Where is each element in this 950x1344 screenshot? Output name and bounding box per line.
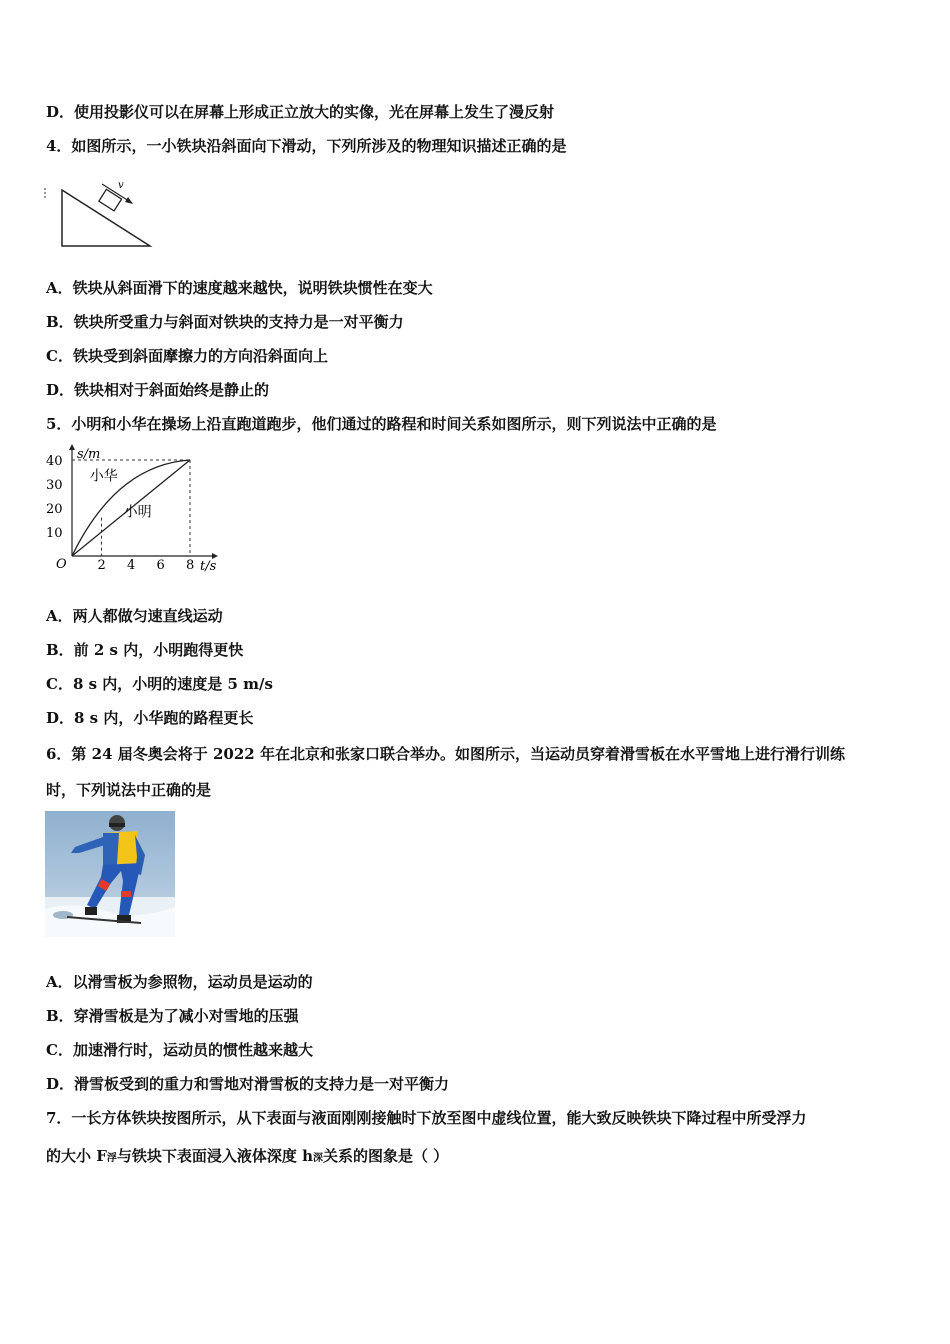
q4-option-b: B．铁块所受重力与斜面对铁块的支持力是一对平衡力 bbox=[46, 313, 404, 331]
q5-option-b: B．前 2 s 内，小明跑得更快 bbox=[46, 641, 244, 659]
q6-option-c: C．加速滑行时，运动员的惯性越来越大 bbox=[46, 1041, 313, 1059]
iron-block bbox=[99, 189, 122, 210]
origin-label: O bbox=[56, 557, 67, 572]
x-tick-label: 4 bbox=[127, 558, 136, 573]
q7-stem-line2: 的大小 F浮与铁块下表面浸入液体深度 h深关系的图象是（ ） bbox=[46, 1147, 449, 1165]
q4-option-c: C．铁块受到斜面摩擦力的方向沿斜面向上 bbox=[46, 347, 328, 365]
q4-stem: 4．如图所示，一小铁块沿斜面向下滑动，下列所涉及的物理知识描述正确的是 bbox=[46, 137, 567, 155]
y-tick-label: 30 bbox=[46, 478, 63, 493]
series-label-1: 小华 bbox=[89, 468, 118, 485]
q4-option-a: A．铁块从斜面滑下的速度越来越快，说明铁块惯性在变大 bbox=[46, 279, 433, 297]
q5-option-d: D．8 s 内，小华跑的路程更长 bbox=[46, 709, 254, 727]
velocity-label: v bbox=[118, 180, 124, 191]
skier-photo bbox=[45, 811, 175, 937]
q4-option-d: D．铁块相对于斜面始终是静止的 bbox=[46, 381, 270, 399]
y-tick-label: 20 bbox=[46, 502, 63, 517]
q7-stem-line1: 7．一长方体铁块按图所示，从下表面与液面刚刚接触时下放至图中虚线位置，能大致反映铁块下降过程中所受浮力 bbox=[46, 1109, 807, 1127]
q5-option-c: C．8 s 内，小明的速度是 5 m/s bbox=[46, 675, 273, 693]
depth-subscript: 深 bbox=[313, 1153, 324, 1164]
y-axis-arrow bbox=[69, 444, 75, 450]
y-tick-label: 10 bbox=[46, 526, 63, 541]
q6-option-a: A．以滑雪板为参照物，运动员是运动的 bbox=[46, 973, 313, 991]
q5-option-a: A．两人都做匀速直线运动 bbox=[46, 607, 223, 625]
x-axis-label: t/s bbox=[200, 559, 217, 574]
x-tick-label: 6 bbox=[156, 558, 165, 573]
series-label-2: 小明 bbox=[123, 504, 152, 521]
x-tick-label: 2 bbox=[97, 558, 106, 573]
y-axis-label: s/m bbox=[77, 447, 101, 462]
buoyancy-subscript: 浮 bbox=[106, 1153, 117, 1164]
q6-option-d: D．滑雪板受到的重力和雪地对滑雪板的支持力是一对平衡力 bbox=[46, 1075, 450, 1093]
q6-stem-line2: 时，下列说法中正确的是 bbox=[46, 781, 212, 799]
q6-stem-line1: 6．第 24 届冬奥会将于 2022 年在北京和张家口联合举办。如图所示，当运动员穿着滑雪板在水平雪地上进行滑行训练 bbox=[46, 745, 845, 763]
distance-time-chart bbox=[40, 442, 230, 580]
q6-option-b: B．穿滑雪板是为了减小对雪地的压强 bbox=[46, 1007, 299, 1025]
y-tick-label: 40 bbox=[46, 454, 63, 469]
incline-figure bbox=[40, 178, 180, 250]
q5-stem: 5．小明和小华在操场上沿直跑道跑步，他们通过的路程和时间关系如图所示，则下列说法中正确的是 bbox=[46, 415, 717, 433]
x-tick-label: 8 bbox=[186, 558, 195, 573]
q3-option-d: D．使用投影仪可以在屏幕上形成正立放大的实像，光在屏幕上发生了漫反射 bbox=[46, 103, 555, 121]
